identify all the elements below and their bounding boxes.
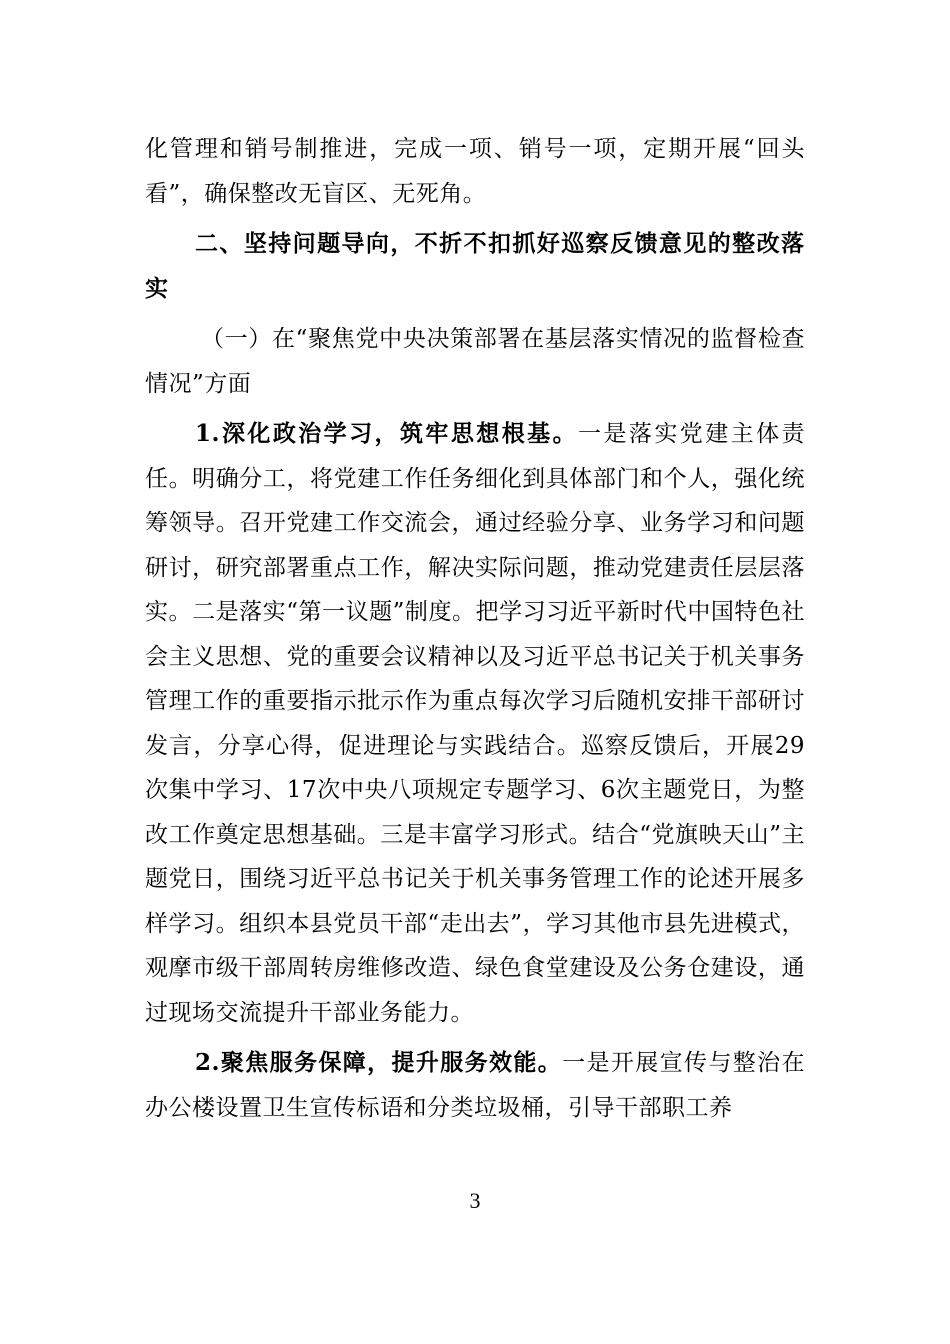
section-heading: 二、坚持问题导向，不折不扣抓好巡察反馈意见的整改落实 bbox=[145, 231, 805, 302]
continuation-paragraph: 化管理和销号制推进，完成一项、销号一项，定期开展“回头看”，确保整改无盲区、无死角。 bbox=[145, 136, 805, 207]
item-2-lead: 2.聚焦服务保障，提升服务效能。 bbox=[195, 1049, 563, 1076]
item-2-paragraph bbox=[145, 1041, 805, 1130]
subsection-heading: （一）在“聚焦党中央决策部署在基层落实情况的监督检查情况”方面 bbox=[145, 326, 805, 397]
document-body bbox=[145, 127, 805, 1130]
item-1-body: 一是落实党建主体责任。明确分工，将党建工作任务细化到具体部门和个人，强化统筹领导。召开党建工作交流会，通过经验分享、业务学习和问题研讨，研究部署重点工作，解决实际问题，推动党建责任层层落实。二是落实“第一议题”制度。把学习习近平新时代中国特色社会主义思想、党的重要会议精神以及习近平总书记关于机关事务管理工作的重要指示批示作为重点每次学习后随机安排干部研讨发言，分享心得，促进理论与实践结合。巡察反馈后，开展29次集中学习、17次中央八项规定专题学习、6次主题党日，为整改工作奠定思想基础。三是丰富学习形式。结合“党旗映天山”主题党日，围绕习近平总书记关于机关事务管理工作的论述开展多样学习。组织本县党员干部“走出去”，学习其他市县先进模式，观摩市级干部周转房维修改造、绿色食堂建设及公务仓建设，通过现场交流提升干部业务能力。 bbox=[145, 421, 806, 1026]
item-1-paragraph bbox=[145, 412, 805, 1035]
page-number: 3 bbox=[469, 1188, 481, 1213]
item-2-body: 一是开展宣传与整治在办公楼设置卫生宣传标语和分类垃圾桶，引导干部职工养 bbox=[145, 1050, 806, 1121]
item-1-lead: 1.深化政治学习，筑牢思想根基。 bbox=[195, 420, 579, 447]
